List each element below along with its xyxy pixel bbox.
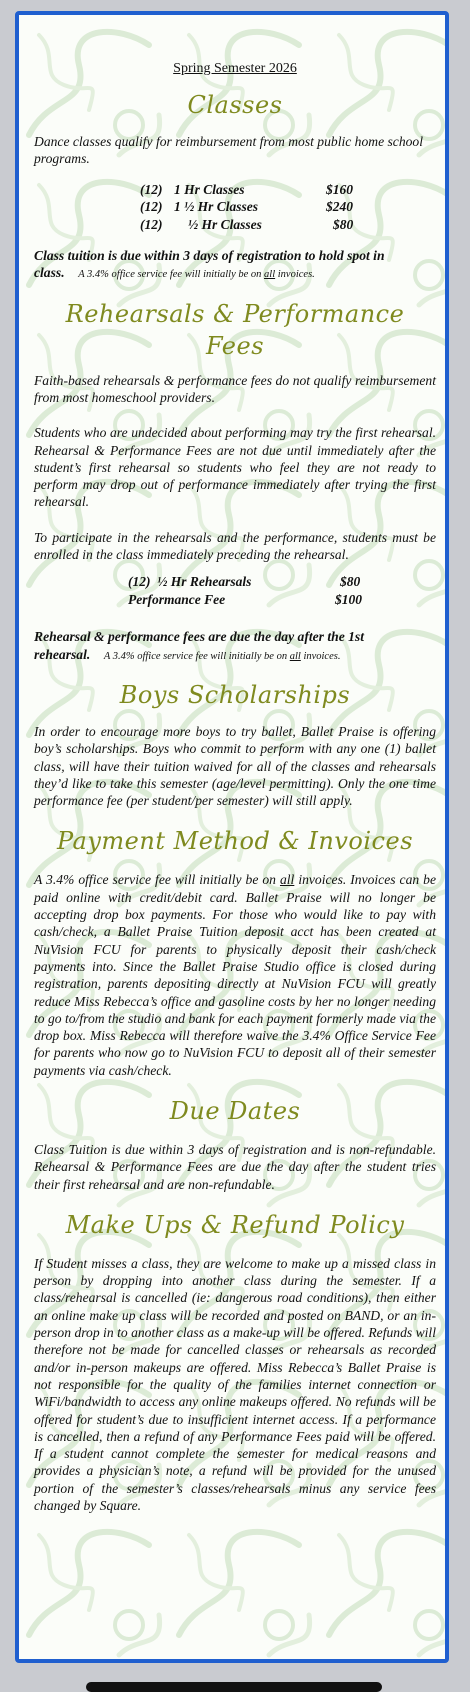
classes-heading: Classes — [187, 91, 283, 119]
document-content — [19, 60, 445, 1514]
service-fee-note: A 3.4% office service fee will initially be on all invoices. — [78, 269, 315, 281]
rehearsal-price-row: Performance Fee $100 — [128, 591, 362, 607]
rehearsal-price-row: (12) ½ Hr Rehearsals $80 — [128, 574, 361, 590]
rehearsal-price-table — [128, 573, 436, 608]
boys-scholarships-paragraph: In order to encourage more boys to try ballet, Ballet Praise is offering boy’s scholarships. Boys who commit to perform with any one (1) ballet class, will have their tuition waived for all of the classes and rehearsals they’d like to take this semester (age/level permitting). Only the one time performance fee (per student/per semester) will still apply. — [34, 723, 436, 809]
makeups-refund-paragraph: If Student misses a class, they are welcome to make up a missed class in person by dropping into another class during the semester. If a class/rehearsal is cancelled (ie: dangerous road conditions), then either an online make up class will be recorded and posted on BAND, or an in-person drop in to another class as a make-up will be offered. Refunds will therefore not be made for cancelled classes or rehearsals as recorded and/or in-person makeups are offered. Miss Rebecca’s Ballet Praise is not responsible for the quality of the families internet connection or WiFi/bandwidth to access any online makeups offered. No refunds will be offered for student’s due to insufficient internet access. If a performance is cancelled, then a refund of any Performance Fees paid will be offered. If a student cannot complete the semester for medical reasons and provides a physician’s note, a refund will be provided for the unused portion of the semester’s classes/rehearsals minus any service fees changed by Square. — [34, 1255, 436, 1514]
makeups-refund-heading: Make Ups & Refund Policy — [65, 1210, 405, 1239]
rehearsals-heading: Rehearsals & Performance Fees — [65, 299, 405, 360]
rehearsal-fee-due-note: Rehearsal & performance fees are due the day after the 1st rehearsal. A 3.4% office service fee will initially be on all invoices. — [34, 629, 364, 662]
home-indicator[interactable] — [86, 1682, 382, 1692]
due-dates-paragraph: Class Tuition is due within 3 days of registration and is non-refundable. Rehearsal & Performance Fees are due the day after the student tries their first rehearsal and are non-refundable. — [34, 1142, 436, 1192]
rehearsals-paragraph-2: Students who are undecided about performing may try the first rehearsal. Rehearsal & Performance Fees are not due until immediately after the student’s first rehearsal so students who feel they are not ready to perform may drop out of performance immediately after trying the first rehearsal. — [34, 425, 436, 510]
payment-heading: Payment Method & Invoices — [56, 827, 414, 856]
document-page — [15, 11, 449, 1663]
class-price-row: (12) ½ Hr Classes $80 — [140, 216, 354, 232]
classes-intro: Dance classes qualify for reimbursement from most public home school programs. — [34, 134, 424, 167]
service-fee-note: A 3.4% office service fee will initially be on all invoices. — [103, 650, 341, 662]
boys-scholarships-heading: Boys Scholarships — [119, 680, 351, 709]
semester-title: Spring Semester 2026 — [173, 61, 297, 76]
rehearsals-paragraph-3: To participate in the rehearsals and the performance, students must be enrolled in the class immediately preceding the rehearsal. — [34, 529, 436, 563]
class-price-table — [140, 181, 436, 234]
due-dates-heading: Due Dates — [169, 1097, 301, 1125]
payment-paragraph: A 3.4% office service fee will initially be on all invoices. Invoices can be paid online with credit/debit card. Ballet Praise will no longer be accepting drop box payments. For those who would like to pay with cash/check, a Ballet Praise Tuition deposit acct has been created at NuVision FCU for parents to physically deposit their cash/check payments into. Since the Ballet Praise Studio office is closed during registration, parents depositing directly at NuVision FCU will greatly reduce Miss Rebecca’s office and gasoline costs by her no longer needing to go to/from the studio and bank for each payment formerly made via the drop box. Miss Rebecca will therefore waive the 3.4% Office Service Fee for parents who now go to NuVision FCU to deposit all of their semester payments via cash/check. — [34, 872, 436, 1078]
rehearsals-paragraph-1: Faith-based rehearsals & performance fees do not qualify reimbursement from most homeschool providers. — [34, 372, 436, 405]
class-price-row: (12) 1 Hr Classes $160 — [140, 181, 353, 197]
class-tuition-due-note: Class tuition is due within 3 days of registration to hold spot in class. A 3.4% office service fee will initially be on all invoices. — [34, 248, 385, 281]
class-price-row: (12) 1 ½ Hr Classes $240 — [140, 199, 353, 215]
